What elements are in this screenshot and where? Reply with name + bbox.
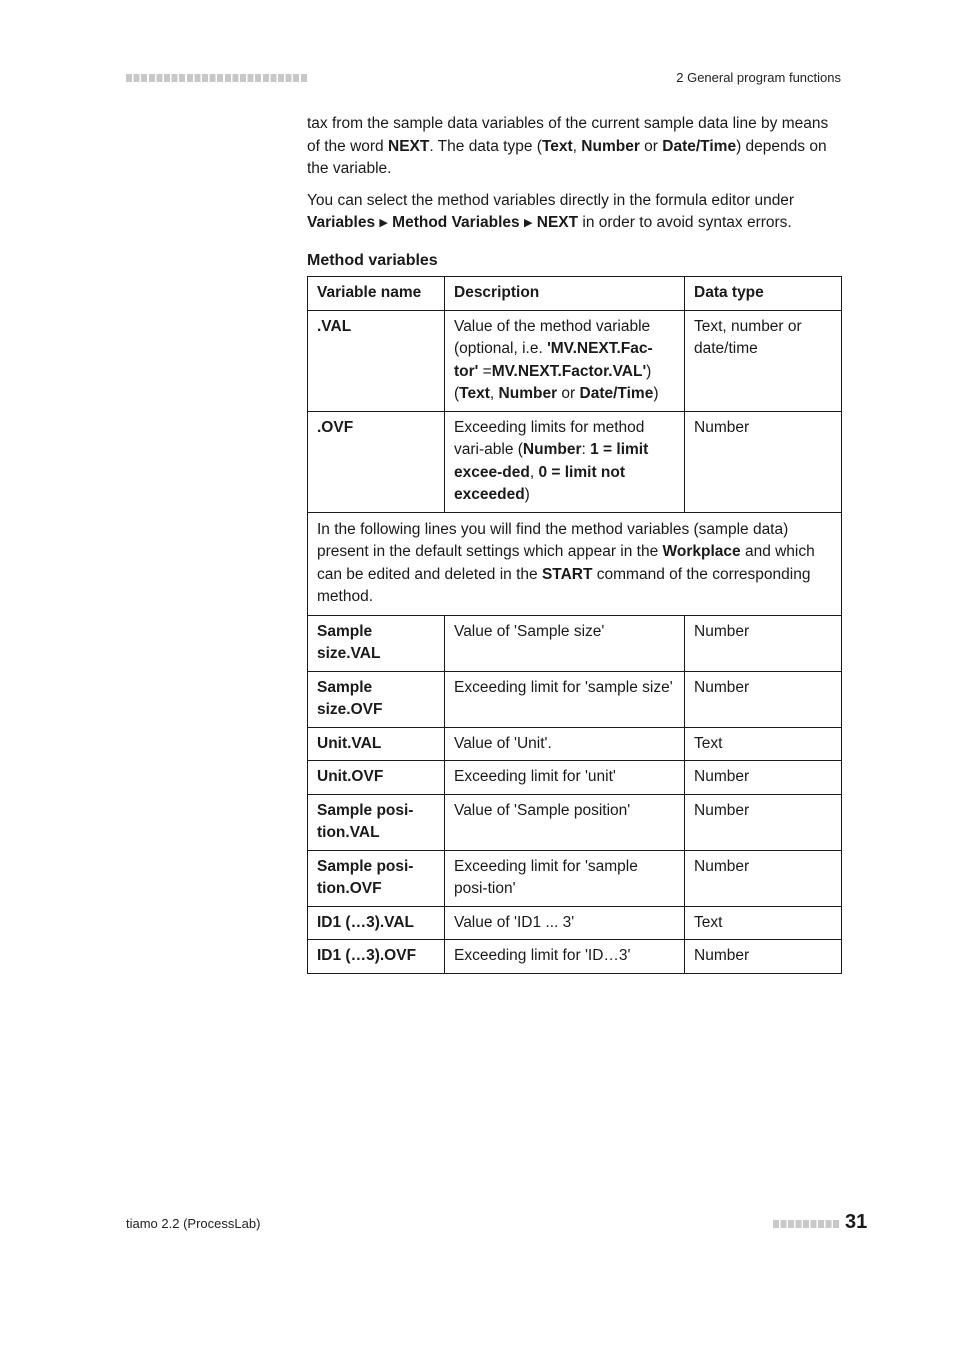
table-row <box>308 850 842 906</box>
variable-data-type: Text <box>685 906 842 940</box>
variable-data-type: Text <box>685 727 842 761</box>
header-variable-name: Variable name <box>308 277 445 311</box>
variable-data-type: Number <box>685 615 842 671</box>
variable-name: Sample size.VAL <box>308 615 445 671</box>
table-note-row <box>308 512 842 615</box>
variable-data-type: Number <box>685 940 842 974</box>
variable-data-type: Number <box>685 794 842 850</box>
variable-description: Value of 'Sample position' <box>445 794 685 850</box>
header-data-type: Data type <box>685 277 842 311</box>
header-decoration <box>126 74 308 82</box>
menu-arrow-icon: ▶ <box>379 217 388 229</box>
variable-data-type: Number <box>685 411 842 512</box>
variable-data-type: Number <box>685 850 842 906</box>
variable-description: Value of 'ID1 ... 3' <box>445 906 685 940</box>
variable-name: Sample size.OVF <box>308 671 445 727</box>
header-description: Description <box>445 277 685 311</box>
variable-description: Exceeding limit for 'unit' <box>445 761 685 795</box>
variable-description: Exceeding limit for 'sample size' <box>445 671 685 727</box>
intro-paragraph-2: You can select the method variables directly in the formula editor under Variables ▶ Method Variables ▶ NEXT in order to avoid syntax errors. <box>307 191 795 231</box>
table-row <box>308 727 842 761</box>
table-note: In the following lines you will find the method variables (sample data) present in the default settings which appear in the Workplace and which can be edited and deleted in the START command of the corresponding method. <box>308 512 842 615</box>
variable-data-type: Number <box>685 761 842 795</box>
variable-description: Exceeding limit for 'sample posi-tion' <box>445 850 685 906</box>
variable-data-type: Text, number or date/time <box>685 310 842 411</box>
variable-name: ID1 (…3).OVF <box>308 940 445 974</box>
variable-description: Exceeding limits for method vari-able (Number: 1 = limit excee-ded, 0 = limit not exceeded) <box>445 411 685 512</box>
table-row <box>308 615 842 671</box>
variable-name: Unit.VAL <box>308 727 445 761</box>
variable-name: Unit.OVF <box>308 761 445 795</box>
table-row <box>308 411 842 512</box>
variable-name: Sample posi-tion.VAL <box>308 794 445 850</box>
main-content <box>307 113 842 974</box>
variable-description: Value of 'Unit'. <box>445 727 685 761</box>
table-title: Method variables <box>307 251 438 269</box>
method-variables-table <box>307 276 842 974</box>
menu-arrow-icon: ▶ <box>523 217 533 229</box>
variable-description: Exceeding limit for 'ID…3' <box>445 940 685 974</box>
variable-name: .VAL <box>308 310 445 411</box>
table-row <box>308 794 842 850</box>
variable-description: Value of the method variable (optional, i.e. 'MV.NEXT.Fac-tor' =MV.NEXT.Factor.VAL') (Text, Number or Date/Time) <box>445 310 685 411</box>
table-row <box>308 761 842 795</box>
variable-description: Value of 'Sample size' <box>445 615 685 671</box>
header-section-title: 2 General program functions <box>676 70 841 85</box>
variable-name: .OVF <box>308 411 445 512</box>
table-row <box>308 671 842 727</box>
footer-product-name: tiamo 2.2 (ProcessLab) <box>126 1216 261 1231</box>
table-header-row <box>308 277 842 311</box>
table-row <box>308 940 842 974</box>
variable-name: ID1 (…3).VAL <box>308 906 445 940</box>
table-row <box>308 906 842 940</box>
variable-name: Sample posi-tion.OVF <box>308 850 445 906</box>
page-number: 31 <box>845 1211 868 1233</box>
footer-decoration <box>773 1220 840 1228</box>
table-row <box>308 310 842 411</box>
variable-data-type: Number <box>685 671 842 727</box>
intro-paragraph-1: tax from the sample data variables of the current sample data line by means of the word NEXT. The data type (Text, Number or Date/Time) depends on the variable. <box>307 115 829 177</box>
